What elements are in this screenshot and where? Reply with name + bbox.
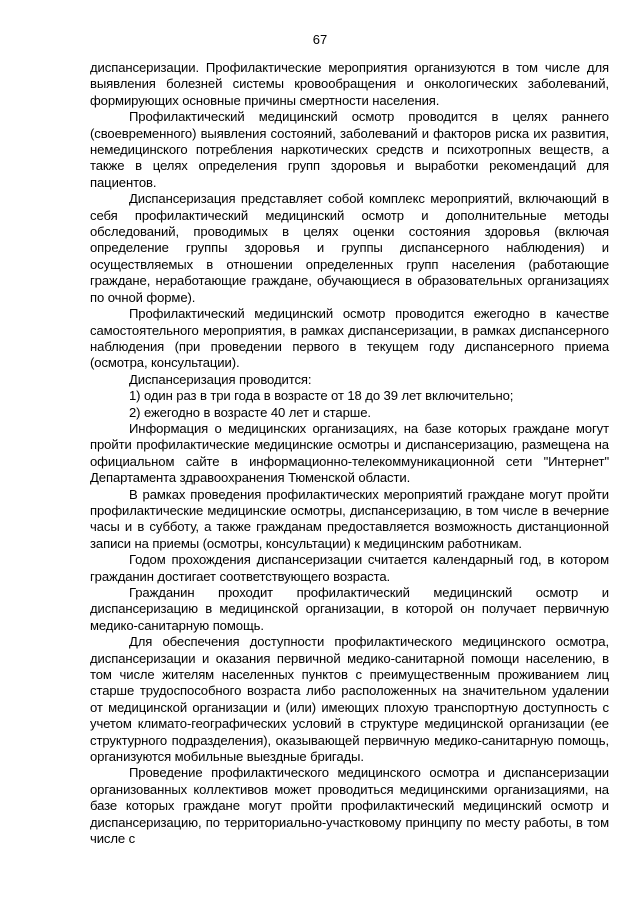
paragraph-information: Информация о медицинских организациях, на базе которых граждане могут пройти профилактические медицинские осмотры и диспансеризацию, размещена на официальном сайте в информационно-телекоммуникационной сети "Интернет" Департамента здравоохранения Тюменской области. <box>90 420 609 486</box>
paragraph-year-of-passage: Годом прохождения диспансеризации считается календарный год, в котором гражданин достигает соответствующего возраста. <box>90 552 609 584</box>
paragraph-citizen-passes: Гражданин проходит профилактический медицинский осмотр и диспансеризацию в медицинской организации, в которой он получает первичную медико-санитарную помощь. <box>90 585 609 633</box>
paragraph-continuation: диспансеризации. Профилактические мероприятия организуются в том числе для выявления болезней системы кровообращения и онкологических заболеваний, формирующих основные причины смертности населения. <box>90 60 609 108</box>
paragraph-organized-collectives: Проведение профилактического медицинского осмотра и диспансеризации организованных коллективов может проводиться медицинскими организациями, на базе которых граждане могут пройти профилактический медицинский осмотр и диспансеризацию, по территориально-участковому принципу по месту работы, в том числе с <box>90 765 609 847</box>
body-text <box>90 60 609 848</box>
paragraph-exam-annually: Профилактический медицинский осмотр проводится ежегодно в качестве самостоятельного мероприятия, в рамках диспансеризации, в рамках диспансерного наблюдения (при проведении первого в текущем году диспансерного приема (осмотра, консультации). <box>90 306 609 371</box>
list-item-1: 1) один раз в три года в возрасте от 18 до 39 лет включительно; <box>129 388 514 404</box>
list-item-2: 2) ежегодно в возрасте 40 лет и старше. <box>129 404 371 420</box>
page-number: 67 <box>312 32 328 47</box>
paragraph-dispanserization-schedule: Диспансеризация проводится: <box>129 371 312 387</box>
paragraph-mobile-brigades: Для обеспечения доступности профилактического медицинского осмотра, диспансеризации и оказания первичной медико-санитарной помощи населению, в том числе жителям населенных пунктов с преимущественным проживанием лиц старше трудоспособного возраста либо расположенных на значительном удалении от медицинской организации и (или) имеющих плохую транспортную доступность с учетом климато-географических условий в структуре медицинской организации (ее структурного подразделения), оказывающей первичную медико-санитарную помощь, организуются мобильные выездные бригады. <box>90 634 609 765</box>
paragraph-dispanserization-definition: Диспансеризация представляет собой комплекс мероприятий, включающий в себя профилактический медицинский осмотр и дополнительные методы обследований, проводимых в целях оценки состояния здоровья (включая определение группы здоровья и группы диспансерного наблюдения) и осуществляемых в отношении определенных групп населения (работающие граждане, неработающие граждане, обучающиеся в образовательных организациях по очной форме). <box>90 191 609 305</box>
paragraph-preventive-exam: Профилактический медицинский осмотр проводится в целях раннего (своевременного) выявления состояний, заболеваний и факторов риска их развития, немедицинского потребления наркотических средств и психотропных веществ, а также в целях определения групп здоровья и выработки рекомендаций для пациентов. <box>90 109 609 190</box>
paragraph-evening-saturday: В рамках проведения профилактических мероприятий граждане могут пройти профилактические медицинские осмотры, диспансеризацию, в том числе в вечерние часы и в субботу, а также гражданам предоставляется возможность дистанционной записи на приемы (осмотры, консультации) к медицинским работникам. <box>90 486 609 551</box>
